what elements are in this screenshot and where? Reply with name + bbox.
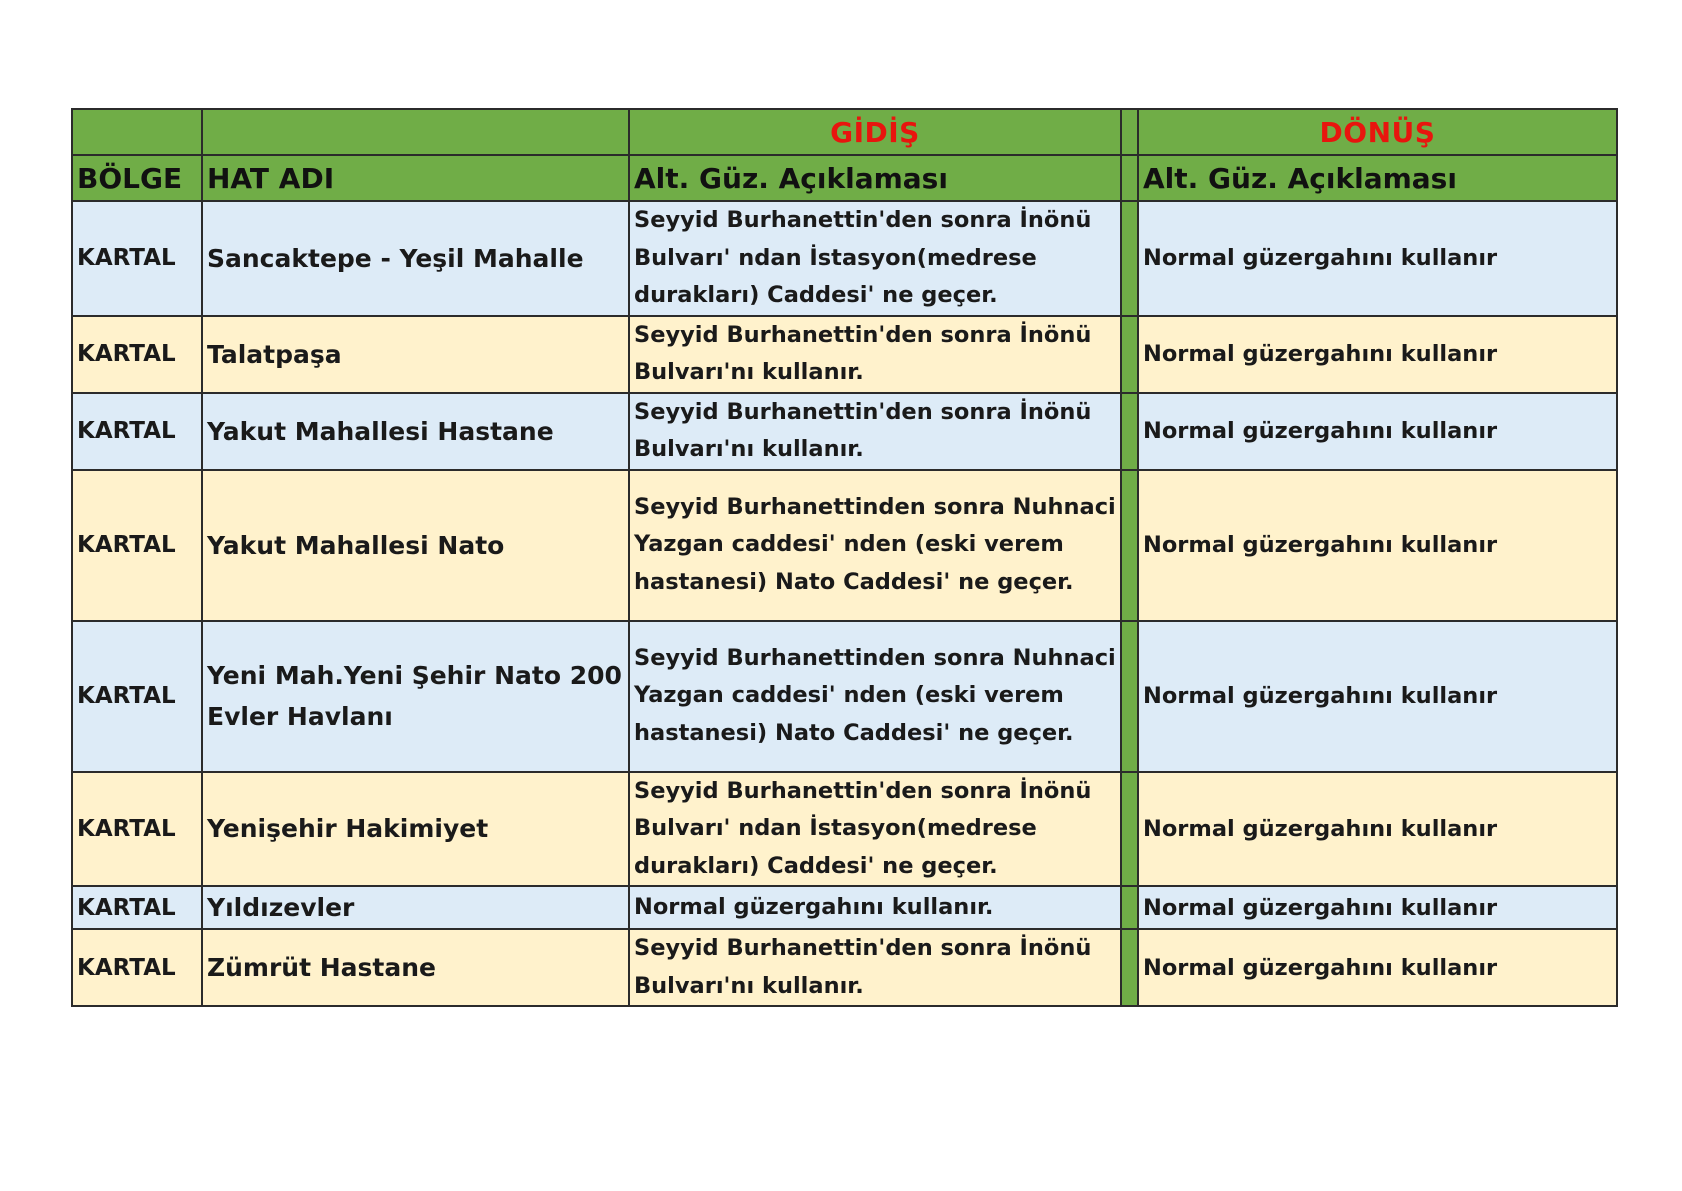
column-separator xyxy=(1121,316,1138,393)
gidis-description-cell: Seyyid Burhanettin'den sonra İnönü Bulvarı'nı kullanır. xyxy=(629,393,1121,470)
donus-description-cell: Normal güzergahını kullanır xyxy=(1138,929,1617,1006)
line-name-cell: Talatpaşa xyxy=(202,316,629,393)
gidis-description-cell: Seyyid Burhanettin'den sonra İnönü Bulvarı' ndan İstasyon(medrese durakları) Caddesi' ne geçer. xyxy=(629,772,1121,887)
header-line-name: HAT ADI xyxy=(202,155,629,201)
region-cell: KARTAL xyxy=(72,886,202,929)
route-table xyxy=(71,108,1618,1007)
header-blank-region xyxy=(72,109,202,155)
donus-description-cell: Normal güzergahını kullanır xyxy=(1138,470,1617,621)
region-cell: KARTAL xyxy=(72,772,202,887)
table-row xyxy=(72,201,1617,316)
table-row xyxy=(72,621,1617,772)
header-blank-line-name xyxy=(202,109,629,155)
column-separator xyxy=(1121,621,1138,772)
gidis-description-cell: Seyyid Burhanettinden sonra Nuhnaci Yazgan caddesi' nden (eski verem hastanesi) Nato Caddesi' ne geçer. xyxy=(629,470,1121,621)
gidis-description-cell: Normal güzergahını kullanır. xyxy=(629,886,1121,929)
column-separator xyxy=(1121,886,1138,929)
donus-description-cell: Normal güzergahını kullanır xyxy=(1138,316,1617,393)
table-row xyxy=(72,316,1617,393)
header-column-row xyxy=(72,155,1617,201)
gidis-description-cell: Seyyid Burhanettin'den sonra İnönü Bulvarı'nı kullanır. xyxy=(629,316,1121,393)
region-cell: KARTAL xyxy=(72,621,202,772)
column-separator xyxy=(1121,470,1138,621)
table-row xyxy=(72,929,1617,1006)
donus-description-cell: Normal güzergahını kullanır xyxy=(1138,393,1617,470)
header-donus-description: Alt. Güz. Açıklaması xyxy=(1138,155,1617,201)
table-row xyxy=(72,886,1617,929)
header-gidis-description: Alt. Güz. Açıklaması xyxy=(629,155,1121,201)
line-name-cell: Yeni Mah.Yeni Şehir Nato 200 Evler Havlanı xyxy=(202,621,629,772)
header-donus: DÖNÜŞ xyxy=(1138,109,1617,155)
donus-description-cell: Normal güzergahını kullanır xyxy=(1138,201,1617,316)
region-cell: KARTAL xyxy=(72,316,202,393)
line-name-cell: Yenişehir Hakimiyet xyxy=(202,772,629,887)
region-cell: KARTAL xyxy=(72,201,202,316)
table-row xyxy=(72,470,1617,621)
column-separator xyxy=(1121,393,1138,470)
table-row xyxy=(72,772,1617,887)
donus-description-cell: Normal güzergahını kullanır xyxy=(1138,886,1617,929)
header-direction-row xyxy=(72,109,1617,155)
column-separator xyxy=(1121,155,1138,201)
line-name-cell: Yıldızevler xyxy=(202,886,629,929)
gidis-description-cell: Seyyid Burhanettin'den sonra İnönü Bulvarı' ndan İstasyon(medrese durakları) Caddesi' ne geçer. xyxy=(629,201,1121,316)
line-name-cell: Sancaktepe - Yeşil Mahalle xyxy=(202,201,629,316)
line-name-cell: Yakut Mahallesi Nato xyxy=(202,470,629,621)
column-separator xyxy=(1121,201,1138,316)
table-row xyxy=(72,393,1617,470)
gidis-description-cell: Seyyid Burhanettinden sonra Nuhnaci Yazgan caddesi' nden (eski verem hastanesi) Nato Caddesi' ne geçer. xyxy=(629,621,1121,772)
header-region: BÖLGE xyxy=(72,155,202,201)
column-separator xyxy=(1121,929,1138,1006)
donus-description-cell: Normal güzergahını kullanır xyxy=(1138,621,1617,772)
region-cell: KARTAL xyxy=(72,393,202,470)
line-name-cell: Zümrüt Hastane xyxy=(202,929,629,1006)
header-gidis: GİDİŞ xyxy=(629,109,1121,155)
column-separator xyxy=(1121,109,1138,155)
gidis-description-cell: Seyyid Burhanettin'den sonra İnönü Bulvarı'nı kullanır. xyxy=(629,929,1121,1006)
column-separator xyxy=(1121,772,1138,887)
region-cell: KARTAL xyxy=(72,470,202,621)
line-name-cell: Yakut Mahallesi Hastane xyxy=(202,393,629,470)
region-cell: KARTAL xyxy=(72,929,202,1006)
donus-description-cell: Normal güzergahını kullanır xyxy=(1138,772,1617,887)
